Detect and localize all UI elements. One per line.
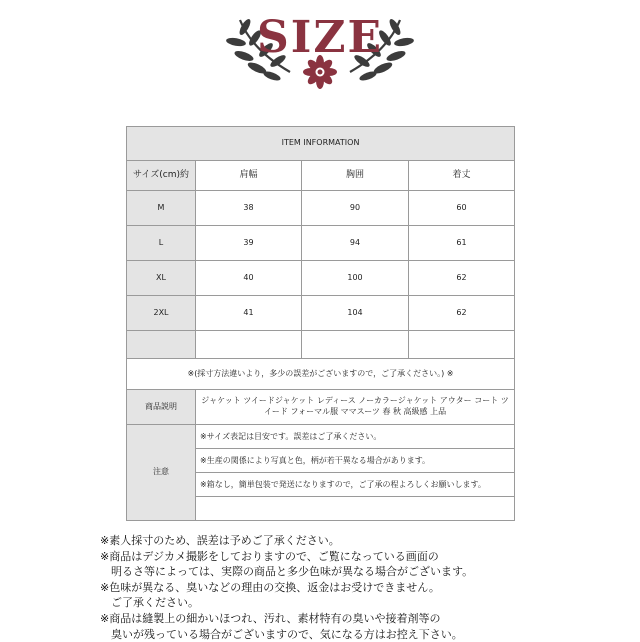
note-item: ※サイズ表記は目安です。誤差はご了承ください。: [196, 425, 514, 449]
disclaimer-line: ※素人採寸のため、誤差は予めご了承ください。: [100, 534, 340, 547]
column-header: サイズ(cm)約: [127, 161, 196, 191]
column-header: 胸囲: [302, 161, 409, 191]
size-label: M: [127, 191, 196, 226]
table-row: [127, 296, 515, 331]
size-table: [126, 126, 515, 521]
product-description: ジャケット ツイードジャケット レディース ノーカラージャケット アウター コート ツイード フォーマル服 ママスーツ 春 秋 高級感 上品: [196, 390, 515, 425]
table-heading: ITEM INFORMATION: [127, 127, 515, 161]
table-row: [127, 226, 515, 261]
disclaimer-line: ※商品はデジカメ撮影をしておりますので、ご覧になっている画面の: [100, 549, 439, 563]
page-title: SIZE: [256, 12, 383, 63]
product-description-label: 商品説明: [127, 390, 196, 425]
note-item: ※箱なし，簡単包装で発送になりますので，ご了承の程よろしくお願いします。: [196, 473, 514, 497]
column-header: 着丈: [409, 161, 515, 191]
table-row: [127, 261, 515, 296]
disclaimer-line: ※色味が異なる、臭いなどの理由の交換、返金はお受けできません。: [100, 580, 440, 594]
note-item: [196, 497, 514, 520]
table-cell: 60: [409, 191, 515, 226]
note-item: ※生産の関係により写真と色，柄が若干異なる場合があります。: [196, 449, 514, 473]
table-row: [127, 191, 515, 226]
size-header: [0, 0, 640, 110]
size-label: XL: [127, 261, 196, 296]
size-label: L: [127, 226, 196, 261]
notes-label: 注意: [127, 425, 196, 521]
empty-cell: [409, 331, 515, 359]
measurement-note: ※(採寸方法違いより，多少の誤差がございますので，ご了承ください。) ※: [127, 359, 515, 390]
disclaimer-line: ご了承ください。: [111, 596, 199, 610]
table-cell: 90: [302, 191, 409, 226]
disclaimer-notes: [100, 533, 640, 642]
table-cell: 94: [302, 226, 409, 261]
disclaimer-line: 臭いが残っている場合がございますので、気になる方はお控え下さい。: [111, 627, 463, 641]
disclaimer-line: ※商品は縫製上の細かいほつれ、汚れ、素材特有の臭いや接着剤等の: [100, 611, 441, 625]
table-cell: 62: [409, 296, 515, 331]
empty-cell: [127, 331, 196, 359]
disclaimer-line: 明るさ等によっては、実際の商品と多少色味が異なる場合がございます。: [111, 565, 474, 579]
empty-cell: [302, 331, 409, 359]
size-label: 2XL: [127, 296, 196, 331]
table-cell: 61: [409, 226, 515, 261]
table-cell: 104: [302, 296, 409, 331]
notes-list: [196, 425, 515, 521]
empty-cell: [196, 331, 302, 359]
column-header: 肩幅: [196, 161, 302, 191]
table-cell: 41: [196, 296, 302, 331]
table-cell: 40: [196, 261, 302, 296]
table-cell: 39: [196, 226, 302, 261]
table-cell: 62: [409, 261, 515, 296]
table-cell: 38: [196, 191, 302, 226]
table-cell: 100: [302, 261, 409, 296]
table-row-empty: [127, 331, 515, 359]
